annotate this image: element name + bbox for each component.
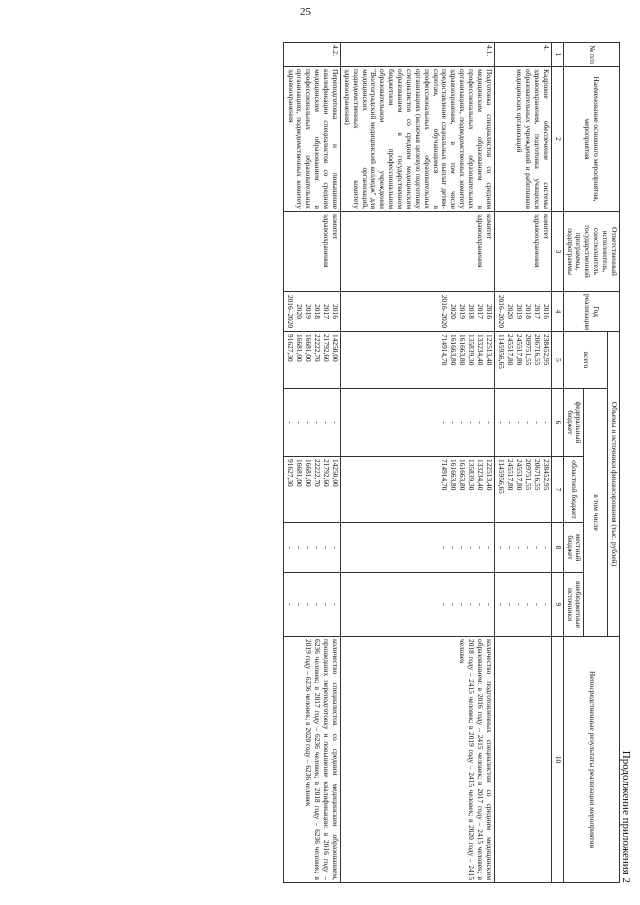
extra-value: - xyxy=(541,603,551,606)
total-value: 245517,80 xyxy=(514,334,524,366)
extra-value: - xyxy=(466,603,476,606)
row-name: Кадровое обеспечение системы здравоохранения, подготовка учащихся образовательных учреждений и работников медицинских организаций xyxy=(494,67,551,212)
column-number: 5 xyxy=(551,332,563,389)
row-executor: комитет здравоохранения xyxy=(341,212,495,292)
total-value: 16681,00 xyxy=(295,334,304,362)
extra-value: - xyxy=(475,603,485,606)
regional-value: 1145956,65 xyxy=(496,459,506,494)
row-num: 4.1. xyxy=(341,43,495,67)
federal-value: - xyxy=(295,421,304,424)
extra-value: - xyxy=(505,603,515,606)
total-value: 245517,80 xyxy=(505,334,515,366)
total-value: 133234,40 xyxy=(475,334,485,366)
header-results: Непосредственные результаты реализации мероприятия xyxy=(563,637,619,883)
total-value: 122513,40 xyxy=(484,334,494,366)
column-number: 4 xyxy=(551,292,563,332)
total-value: 238452,95 xyxy=(541,334,551,366)
year: 2017 xyxy=(475,304,485,319)
year: 2020 xyxy=(295,304,304,319)
local-value: - xyxy=(457,546,467,549)
column-number: 6 xyxy=(551,389,563,457)
regional-cell xyxy=(284,457,341,523)
regional-cell xyxy=(341,457,495,523)
regional-value: 14250,00 xyxy=(331,459,340,487)
federal-value: - xyxy=(466,421,476,424)
regional-value: 238452,95 xyxy=(541,459,551,491)
federal-value: - xyxy=(532,421,542,424)
year: 2020 xyxy=(448,304,458,319)
page-number: 25 xyxy=(300,6,311,18)
row-result: количество специалистов со средним медицинским образованием, прошедших переподготовку и повышение квалификации: в 2016 году – 6236 человек; в 2017 году – 6236 человек; в 2018 году – 6236 человек; в 2019 году – 6236 человек; в 2020 году – 6236 человек xyxy=(284,637,341,883)
total-value: 209751,55 xyxy=(523,334,533,366)
total-value: 1145956,65 xyxy=(496,334,506,369)
local-cell xyxy=(284,523,341,573)
federal-value: - xyxy=(457,421,467,424)
regional-value: 161663,80 xyxy=(457,459,467,491)
federal-value: - xyxy=(523,421,533,424)
total-value: 22222,70 xyxy=(313,334,322,362)
year: 2016 xyxy=(484,304,494,319)
header-year: Год реализации xyxy=(563,292,619,332)
extra-value: - xyxy=(304,603,313,606)
extra-value: - xyxy=(313,603,322,606)
regional-value: 22222,70 xyxy=(313,459,322,487)
row-result: количество подготовленных специалистов со средним медицинским образованием: в 2016 году – 2415 человек; в 2017 году – 2415 человек; в 2018 году – 2415 человек; в 2019 году – 2415 человек; в 2020 году – 2415 человек xyxy=(341,637,495,883)
total-cell xyxy=(341,332,495,389)
table-row xyxy=(284,43,341,883)
year: 2019 xyxy=(514,304,524,319)
column-number: 8 xyxy=(551,523,563,573)
federal-value: - xyxy=(541,421,551,424)
local-value: - xyxy=(286,546,295,549)
extra-value: - xyxy=(286,603,295,606)
local-value: - xyxy=(439,546,449,549)
local-value: - xyxy=(484,546,494,549)
header-total: всего xyxy=(563,332,607,389)
local-value: - xyxy=(541,546,551,549)
header-federal: федеральный бюджет xyxy=(563,389,584,457)
federal-value: - xyxy=(331,421,340,424)
federal-cell xyxy=(284,389,341,457)
extra-value: - xyxy=(514,603,524,606)
year-cell xyxy=(284,292,341,332)
extra-value: - xyxy=(523,603,533,606)
total-value: 206716,55 xyxy=(532,334,542,366)
year: 2018 xyxy=(466,304,476,319)
table-row xyxy=(494,43,551,883)
year: 2017 xyxy=(532,304,542,319)
total-value: 16681,00 xyxy=(304,334,313,362)
header-extra: внебюджетные источники xyxy=(563,573,584,637)
local-cell xyxy=(341,523,495,573)
regional-value: 714914,70 xyxy=(439,459,449,491)
extra-cell xyxy=(341,573,495,637)
year: 2019 xyxy=(457,304,467,319)
year: 2018 xyxy=(523,304,533,319)
total-cell xyxy=(284,332,341,389)
local-value: - xyxy=(331,546,340,549)
regional-value: 135839,30 xyxy=(466,459,476,491)
total-cell xyxy=(494,332,551,389)
year: 2017 xyxy=(322,304,331,319)
local-value: - xyxy=(448,546,458,549)
extra-value: - xyxy=(448,603,458,606)
year: 2016 xyxy=(541,304,551,319)
header-regional: областной бюджет xyxy=(563,457,584,523)
header-local: местный бюджет xyxy=(563,523,584,573)
regional-value: 16681,00 xyxy=(304,459,313,487)
year: 2020 xyxy=(505,304,515,319)
federal-value: - xyxy=(313,421,322,424)
total-value: 714914,70 xyxy=(439,334,449,366)
federal-value: - xyxy=(514,421,524,424)
program-table xyxy=(283,42,620,883)
table-row xyxy=(341,43,495,883)
header-incl: в том числе xyxy=(584,389,608,637)
total-value: 135839,30 xyxy=(466,334,476,366)
header-executor: Ответственный исполнитель, соисполнитель государственной программы, подпрограммы xyxy=(563,212,619,292)
extra-value: - xyxy=(496,603,506,606)
federal-value: - xyxy=(496,421,506,424)
column-number: 10 xyxy=(551,637,563,883)
federal-value: - xyxy=(475,421,485,424)
year-cell xyxy=(341,292,495,332)
extra-value: - xyxy=(322,603,331,606)
federal-value: - xyxy=(439,421,449,424)
header-num: № п/п xyxy=(563,43,619,67)
row-num: 4.2. xyxy=(284,43,341,67)
regional-value: 133234,40 xyxy=(475,459,485,491)
extra-value: - xyxy=(532,603,542,606)
local-value: - xyxy=(514,546,524,549)
local-value: - xyxy=(322,546,331,549)
local-value: - xyxy=(304,546,313,549)
local-value: - xyxy=(466,546,476,549)
extra-value: - xyxy=(457,603,467,606)
header-name: Наименование основного мероприятия, мероприятия xyxy=(563,67,619,212)
extra-value: - xyxy=(439,603,449,606)
regional-value: 206716,55 xyxy=(532,459,542,491)
local-value: - xyxy=(475,546,485,549)
year: 2016–2020 xyxy=(496,294,506,329)
federal-cell xyxy=(494,389,551,457)
year: 2016–2020 xyxy=(286,294,295,329)
regional-value: 245517,80 xyxy=(505,459,515,491)
row-num: 4. xyxy=(494,43,551,67)
regional-value: 16681,00 xyxy=(295,459,304,487)
total-value: 21792,60 xyxy=(322,334,331,362)
extra-value: - xyxy=(331,603,340,606)
column-number: 7 xyxy=(551,457,563,523)
regional-value: 245517,80 xyxy=(514,459,524,491)
column-number: 1 xyxy=(551,43,563,67)
year: 2019 xyxy=(304,304,313,319)
federal-value: - xyxy=(448,421,458,424)
local-value: - xyxy=(505,546,515,549)
header-funding: Объемы и источники финансирования (тыс. рублей) xyxy=(608,332,620,637)
local-value: - xyxy=(496,546,506,549)
extra-cell xyxy=(284,573,341,637)
year: 2016 xyxy=(331,304,340,319)
year: 2018 xyxy=(313,304,322,319)
row-executor: комитет здравоохранения xyxy=(284,212,341,292)
column-number: 2 xyxy=(551,67,563,212)
regional-value: 161663,80 xyxy=(448,459,458,491)
year: 2016–2020 xyxy=(439,294,449,329)
row-result xyxy=(494,637,551,883)
column-number-row xyxy=(551,43,563,883)
year-cell xyxy=(494,292,551,332)
extra-cell xyxy=(494,573,551,637)
column-number: 9 xyxy=(551,573,563,637)
federal-value: - xyxy=(286,421,295,424)
appendix-title: Продолжение приложения 2 xyxy=(620,750,632,883)
regional-value: 21792,60 xyxy=(322,459,331,487)
federal-value: - xyxy=(505,421,515,424)
row-name: Переподготовка и повышение квалификации специалистов со средним медицинским образованием в профессиональных образовательных организациях, подведомственных комитету здравоохранения xyxy=(284,67,341,212)
federal-cell xyxy=(341,389,495,457)
local-value: - xyxy=(313,546,322,549)
federal-value: - xyxy=(304,421,313,424)
local-value: - xyxy=(295,546,304,549)
row-name: Подготовка специалистов со средним медицинским образованием в профессиональных образовательных организациях, подведомственных комитету здравоохранения, в том числе предоставление социальных выплат детям-сиротам, обучающимся в профессиональных образовательных организациях (включая целевую подготовку специалистов со средним медицинским образованием в государственном бюджетном профессиональном образовательном учреждении "Волгоградский медицинский колледж" для медицинских организаций, подведомственных комитету здравоохранения) xyxy=(341,67,495,212)
local-cell xyxy=(494,523,551,573)
regional-cell xyxy=(494,457,551,523)
federal-value: - xyxy=(484,421,494,424)
regional-value: 91627,30 xyxy=(286,459,295,487)
extra-value: - xyxy=(484,603,494,606)
total-value: 161663,80 xyxy=(448,334,458,366)
row-executor: комитет здравоохранения xyxy=(494,212,551,292)
federal-value: - xyxy=(322,421,331,424)
total-value: 161663,80 xyxy=(457,334,467,366)
regional-value: 122513,40 xyxy=(484,459,494,491)
total-value: 14250,00 xyxy=(331,334,340,362)
local-value: - xyxy=(532,546,542,549)
regional-value: 209751,55 xyxy=(523,459,533,491)
column-number: 3 xyxy=(551,212,563,292)
extra-value: - xyxy=(295,603,304,606)
local-value: - xyxy=(523,546,533,549)
total-value: 91627,30 xyxy=(286,334,295,362)
